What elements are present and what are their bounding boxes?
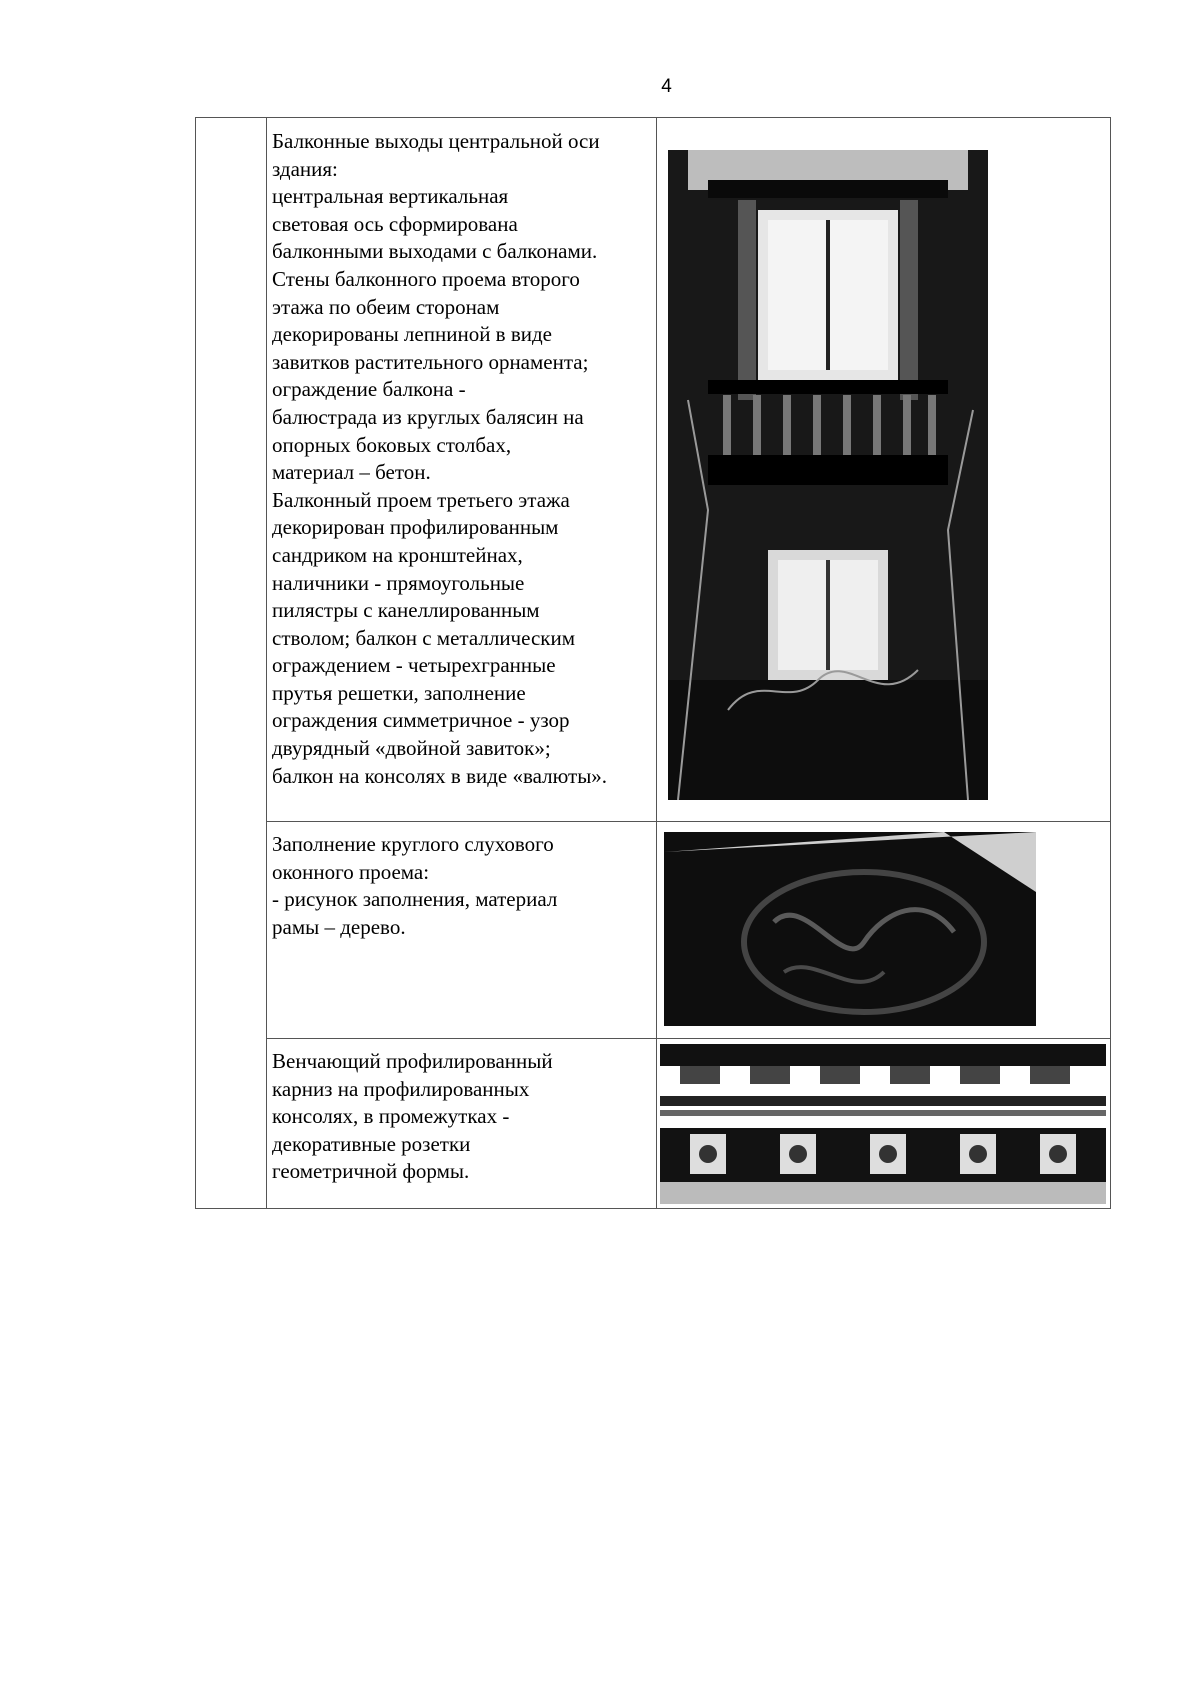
page-number: 4 — [661, 76, 672, 97]
row-divider — [266, 821, 1110, 822]
column-divider — [266, 118, 267, 1208]
document-table — [195, 117, 1111, 1209]
balcony-description: Балконные выходы центральной оси здания: центральная вертикальная световая ось сформирована балконными выходами с балконами. Стены балконного проема второго этажа по обеим сторонам декорированы лепниной в виде завитков растительного орнамента; ограждение балкона - балюстрада из круглых балясин на опорных боковых столбах, материал – бетон. Балконный проем третьего этажа декорирован профилированным сандриком на кронштейнах, наличники - прямоугольные пилястры с канеллированным стволом; балкон с металлическим ограждением - четырехгранные прутья решетки, заполнение ограждения симметричное - узор двурядный «двойной завиток»; балкон на консолях в виде «валюты». — [272, 129, 608, 788]
row-divider — [266, 1038, 1110, 1039]
window-description: Заполнение круглого слухового оконного проема: - рисунок заполнения, материал рамы – дерево. — [272, 832, 558, 939]
balcony-photo — [668, 150, 988, 800]
cornice-description: Венчающий профилированный карниз на профилированных консолях, в промежутках - декоративные розетки геометричной формы. — [272, 1049, 553, 1184]
column-divider — [656, 118, 657, 1208]
cornice-photo — [660, 1044, 1106, 1204]
round-window-photo — [664, 832, 1036, 1026]
